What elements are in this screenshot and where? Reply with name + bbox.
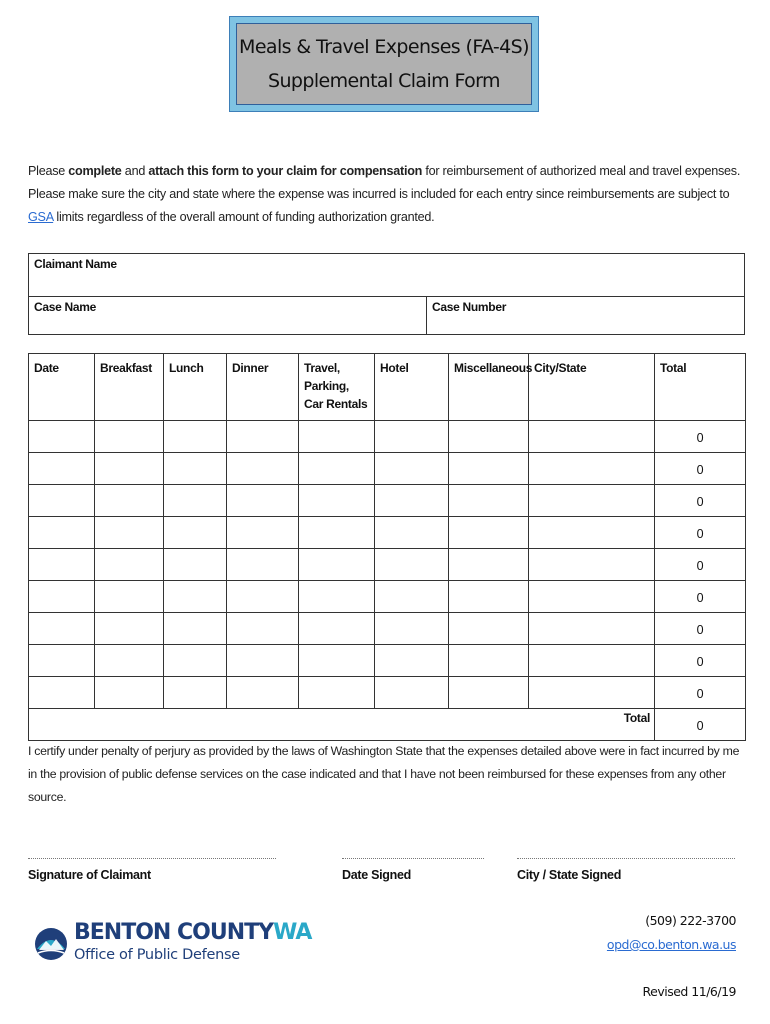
info-divider (426, 296, 427, 334)
col-travel (299, 354, 375, 421)
cell-travel[interactable] (299, 485, 375, 517)
row-total: 0 (655, 581, 746, 613)
row-total: 0 (655, 421, 746, 453)
cell-date[interactable] (29, 613, 95, 645)
cell-city-state[interactable] (529, 581, 655, 613)
col-misc: Miscellaneous (449, 354, 529, 421)
claimant-signature-line[interactable] (28, 858, 276, 859)
cell-lunch[interactable] (164, 485, 227, 517)
grand-total-label: Total (29, 709, 655, 741)
cell-dinner[interactable] (227, 485, 299, 517)
cell-dinner[interactable] (227, 645, 299, 677)
cell-breakfast[interactable] (95, 517, 164, 549)
row-total: 0 (655, 485, 746, 517)
logo-title (74, 920, 311, 945)
date-signed-line[interactable] (342, 858, 484, 859)
cell-breakfast[interactable] (95, 613, 164, 645)
cell-misc[interactable] (449, 613, 529, 645)
intro-text-1: Please (28, 164, 69, 178)
cell-city-state[interactable] (529, 677, 655, 709)
city-state-signed-label: City / State Signed (517, 868, 622, 882)
cell-city-state[interactable] (529, 517, 655, 549)
cell-date[interactable] (29, 421, 95, 453)
cell-misc[interactable] (449, 645, 529, 677)
cell-dinner[interactable] (227, 581, 299, 613)
cell-hotel[interactable] (375, 613, 449, 645)
cell-misc[interactable] (449, 421, 529, 453)
claimant-info-box (28, 253, 745, 335)
cell-lunch[interactable] (164, 421, 227, 453)
cell-breakfast[interactable] (95, 453, 164, 485)
cell-hotel[interactable] (375, 549, 449, 581)
cell-breakfast[interactable] (95, 677, 164, 709)
intro-text-4: limits regardless of the overall amount of funding authorization granted. (53, 210, 435, 224)
col-travel-line2: Parking, (304, 379, 349, 393)
row-total: 0 (655, 453, 746, 485)
cell-dinner[interactable] (227, 453, 299, 485)
cell-travel[interactable] (299, 549, 375, 581)
gsa-link[interactable]: GSA (28, 210, 54, 224)
intro-paragraph (28, 160, 744, 229)
cell-dinner[interactable] (227, 549, 299, 581)
cell-city-state[interactable] (529, 453, 655, 485)
cell-dinner[interactable] (227, 421, 299, 453)
cell-travel[interactable] (299, 453, 375, 485)
cell-lunch[interactable] (164, 645, 227, 677)
cell-hotel[interactable] (375, 581, 449, 613)
cell-date[interactable] (29, 581, 95, 613)
cell-date[interactable] (29, 645, 95, 677)
cell-hotel[interactable] (375, 645, 449, 677)
col-date: Date (29, 354, 95, 421)
cell-breakfast[interactable] (95, 581, 164, 613)
revised-date: Revised 11/6/19 (642, 984, 736, 999)
cell-lunch[interactable] (164, 453, 227, 485)
col-travel-line3: Car Rentals (304, 397, 368, 411)
cell-lunch[interactable] (164, 677, 227, 709)
row-total: 0 (655, 613, 746, 645)
claimant-signature-label: Signature of Claimant (28, 868, 151, 882)
cell-city-state[interactable] (529, 613, 655, 645)
cell-misc[interactable] (449, 581, 529, 613)
form-title-line2: Supplemental Claim Form (268, 70, 500, 92)
row-total: 0 (655, 517, 746, 549)
col-breakfast: Breakfast (95, 354, 164, 421)
intro-text-2: and (121, 164, 149, 178)
cell-city-state[interactable] (529, 485, 655, 517)
contact-phone: (509) 222-3700 (645, 913, 736, 928)
certification-statement: I certify under penalty of perjury as provided by the laws of Washington State that the expenses detailed above were in fact incurred by me in the provision of public defense services on the case indicated and that I have not been reimbursed for these expenses from any other source. (28, 744, 740, 804)
intro-bold-complete: complete (68, 164, 122, 178)
cell-dinner[interactable] (227, 517, 299, 549)
cell-lunch[interactable] (164, 549, 227, 581)
col-hotel: Hotel (375, 354, 449, 421)
cell-city-state[interactable] (529, 421, 655, 453)
cell-travel[interactable] (299, 581, 375, 613)
row-total: 0 (655, 549, 746, 581)
table-row (29, 549, 746, 581)
cell-breakfast[interactable] (95, 421, 164, 453)
table-row (29, 421, 746, 453)
table-row (29, 485, 746, 517)
cell-dinner[interactable] (227, 613, 299, 645)
cell-hotel[interactable] (375, 453, 449, 485)
cell-travel[interactable] (299, 645, 375, 677)
row-total: 0 (655, 645, 746, 677)
intro-text-3: for reimbursement of authorized meal and travel expenses. Please make sure the city and state where the expense was incurred is included for each entry since reimbursements are subject to (28, 164, 741, 201)
cell-misc[interactable] (449, 453, 529, 485)
cell-misc[interactable] (449, 517, 529, 549)
cell-hotel[interactable] (375, 677, 449, 709)
benton-county-logo (34, 919, 312, 969)
cell-travel[interactable] (299, 421, 375, 453)
cell-date[interactable] (29, 517, 95, 549)
row-total: 0 (655, 677, 746, 709)
date-signed-label: Date Signed (342, 868, 411, 882)
cell-travel[interactable] (299, 517, 375, 549)
table-row (29, 613, 746, 645)
cell-lunch[interactable] (164, 581, 227, 613)
cell-date[interactable] (29, 485, 95, 517)
cell-breakfast[interactable] (95, 645, 164, 677)
grand-total-row (29, 709, 746, 741)
col-city-state: City/State (529, 354, 655, 421)
contact-email-link[interactable]: opd@co.benton.wa.us (606, 937, 736, 952)
cell-city-state[interactable] (529, 645, 655, 677)
case-number-label: Case Number (432, 300, 507, 314)
col-dinner: Dinner (227, 354, 299, 421)
intro-bold-attach: attach this form to your claim for compensation (148, 164, 423, 178)
cell-date[interactable] (29, 677, 95, 709)
cell-dinner[interactable] (227, 677, 299, 709)
grand-total-value: 0 (655, 709, 746, 741)
expense-table (28, 353, 746, 741)
cell-breakfast[interactable] (95, 485, 164, 517)
county-emblem-icon (34, 919, 68, 969)
table-row (29, 581, 746, 613)
table-header-row (29, 354, 746, 421)
table-row (29, 645, 746, 677)
table-row (29, 517, 746, 549)
claimant-name-label: Claimant Name (34, 257, 117, 271)
case-name-label: Case Name (34, 300, 97, 314)
cell-travel[interactable] (299, 613, 375, 645)
cell-misc[interactable] (449, 677, 529, 709)
cell-date[interactable] (29, 549, 95, 581)
city-state-signed-line[interactable] (517, 858, 735, 859)
col-lunch: Lunch (164, 354, 227, 421)
col-travel-line1: Travel, (304, 361, 340, 375)
cell-misc[interactable] (449, 549, 529, 581)
form-title-line1: Meals & Travel Expenses (FA-4S) (239, 36, 529, 58)
claimant-name-field[interactable] (29, 254, 744, 297)
cell-lunch[interactable] (164, 517, 227, 549)
form-title-inner (236, 23, 532, 105)
cell-travel[interactable] (299, 677, 375, 709)
form-title-box (229, 16, 539, 112)
cell-hotel[interactable] (375, 517, 449, 549)
table-row (29, 677, 746, 709)
logo-county-name: BENTON COUNTY (74, 920, 274, 945)
cell-lunch[interactable] (164, 613, 227, 645)
cell-misc[interactable] (449, 485, 529, 517)
cell-date[interactable] (29, 453, 95, 485)
logo-state: WA (273, 920, 312, 945)
cell-breakfast[interactable] (95, 549, 164, 581)
cell-hotel[interactable] (375, 421, 449, 453)
table-row (29, 453, 746, 485)
col-total: Total (655, 354, 746, 421)
cell-city-state[interactable] (529, 549, 655, 581)
logo-subtitle: Office of Public Defense (74, 947, 240, 963)
cell-hotel[interactable] (375, 485, 449, 517)
contact-email-wrap (607, 937, 736, 952)
